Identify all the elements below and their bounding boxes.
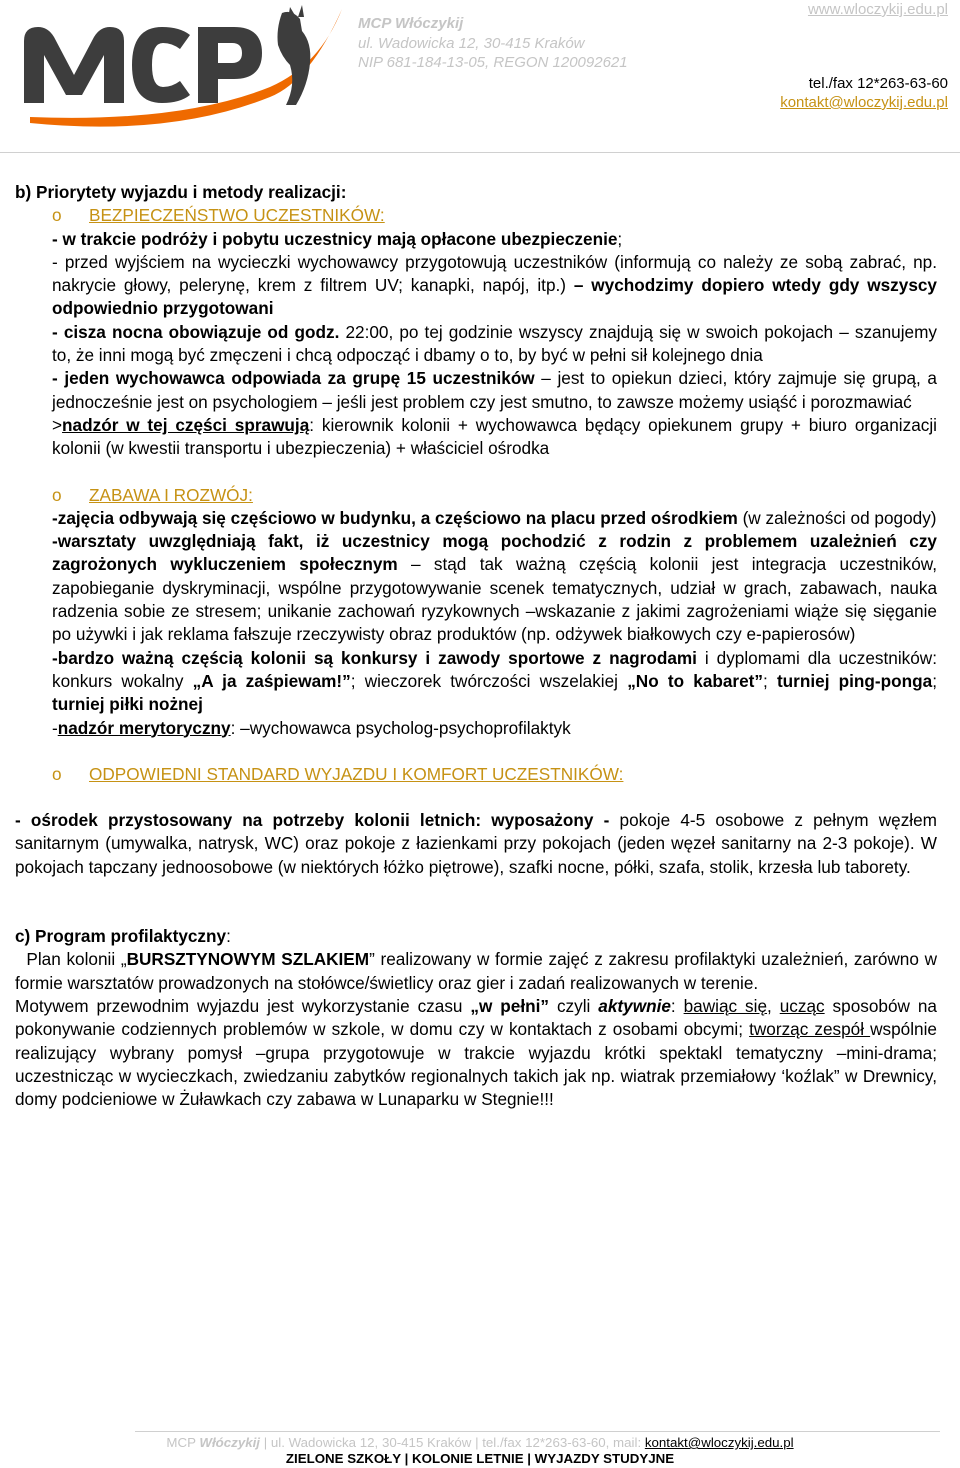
bullet-icon: o xyxy=(52,484,62,505)
safety-insurance: - w trakcie podróży i pobytu uczestnicy mają opłacone ubezpieczenie; xyxy=(52,228,623,249)
heading-fun: o ZABAWA I ROZWÓJ: xyxy=(15,484,937,507)
header-phone: tel./fax 12*263-63-60 xyxy=(808,74,948,92)
heading-standard: o ODPOWIEDNI STANDARD WYJAZDU I KOMFORT UCZESTNIKÓW: xyxy=(15,763,937,786)
program-plan: Plan kolonii „BURSZTYNOWYM SZLAKIEM” realizowany w formie zajęć z zakresu profilaktyki uzależnień, zarówno w formie warsztatów prowadzonych na stołówce/świetlicy oraz gier i zadań realizowanych w terenie. xyxy=(15,949,937,993)
header-org-name: MCP Włóczykij xyxy=(358,15,464,32)
section-c-title: c) Program profilaktyczny: xyxy=(15,926,231,947)
safety-quiet-hours: - cisza nocna obowiązuje od godz. 22:00, po tej godzinie wszyscy znajdują się w swoich pokojach – szanujemy to, że inni mogą być zmęczeni i chcą odpocząć i dbamy o to, by być w pełni sił kolejnego dnia xyxy=(52,321,938,366)
website-link[interactable]: www.wloczykij.edu.pl xyxy=(807,1,948,18)
company-logo xyxy=(20,5,345,135)
header-address: ul. Wadowicka 12, 30-415 Kraków xyxy=(358,34,585,52)
fun-activities: -zajęcia odbywają się częściowo w budynku, a częściowo na placu przed ośrodkiem (w zależności od pogody) xyxy=(52,507,937,528)
logo-graphic xyxy=(20,5,345,135)
footer-email-link[interactable]: kontakt@wloczykij.edu.pl xyxy=(644,1435,794,1450)
footer-offer: ZIELONE SZKOŁY | KOLONIE LETNIE | WYJAZDY STUDYJNE xyxy=(285,1451,675,1466)
email-link[interactable]: kontakt@wloczykij.edu.pl xyxy=(780,94,948,111)
header-divider xyxy=(0,152,960,153)
fun-workshops: -warsztaty uwzględniają fakt, iż uczestnicy mogą pochodzić z rodzin z problemem uzależnień czy zagrożonych wykluczeniem społecznym – stąd tak ważną częścią kolonii jest integracja uczestników, zapobieganie dyskryminacji, wspólne przygotowywanie scenek tematycznych, udział w grach, zabawach, nauka radzenia sobie ze stresem; unikanie zachowań ryzykownych –wskazanie z jakimi zagrożeniami wiąże się sięganie po używki i jak reklama fałszuje rzeczywisty obraz produktów (np. odżywek białkowych czy e-papierosów) xyxy=(52,531,937,645)
footer-contact: MCP Włóczykij | ul. Wadowicka 12, 30-415 Kraków | tel./fax 12*263-63-60, mail: kontakt@wloczykij.edu.pl xyxy=(166,1435,794,1450)
fun-supervision: -nadzór merytoryczny: –wychowawca psycholog-psychoprofilaktyk xyxy=(52,717,571,738)
safety-supervision: >nadzór w tej części sprawują: kierownik kolonii + wychowawca będący opiekunem grupy + biuro organizacji kolonii (w kwestii transportu i ubezpieczenia) + właściciel ośrodka xyxy=(52,414,937,459)
heading-safety: o BEZPIECZEŃSTWO UCZESTNIKÓW: xyxy=(15,204,937,227)
fun-contests: -bardzo ważną częścią kolonii są konkursy i zawody sportowe z nagrodami i dyplomami dla uczestników: konkurs wokalny „A ja zaśpiewam!”; wieczorek twórczości wszelakiej „No to kabaret”; turniej ping-ponga; turniej piłki nożnej xyxy=(52,647,937,715)
bullet-icon: o xyxy=(52,205,62,226)
bullet-icon: o xyxy=(52,763,62,784)
section-b-title: b) Priorytety wyjazdu i metody realizacji: xyxy=(15,182,347,202)
header-company-info xyxy=(358,14,628,73)
program-motive: Motywem przewodnim wyjazdu jest wykorzystanie czasu „w pełni” czyli aktywnie: bawiąc się, ucząc sposobów na pokonywanie codziennych problemów w szkole, w domu czy w kontaktach z osobami obcymi; tworząc zespół wspólnie realizujący wybrany pomysł –grupa przygotowuje w trakcie wyjazdu krótki spektakl tematyczny –mini-drama; uczestnicząc w wycieczkach, zwiedzaniu zabytków regionalnych takich jak np. wiatrak przemiałowy ‘koźlak” w Drewnicy, domy podcieniowe w Żuławkach czy zabawa w Lunaparku w Stegnie!!! xyxy=(15,995,937,1110)
footer-divider xyxy=(135,1431,940,1432)
standard-facility: - ośrodek przystosowany na potrzeby kolonii letnich: wyposażony - pokoje 4-5 osobowe z pełnym węzłem sanitarnym (umywalka, natrysk, WC) oraz pokoje z łazienkami przy pokojach (jeden węzeł sanitarny na 2-3 pokoje). W pokojach tapczany jednoosobowe (w niektórych łóżko piętrowe), szafki nocne, półki, szafa, stolik, krzesła lub taborety. xyxy=(15,810,937,877)
document-body xyxy=(15,181,937,1111)
header-contact xyxy=(780,0,948,113)
safety-preparation: - przed wyjściem na wycieczki wychowawcy przygotowują uczestników (informują co należy ze sobą zabrać, np. nakrycie głowy, pelerynę, krem z filtrem UV; kanapki, napój, itp.) – wychodzimy dopiero wtedy gdy wszyscy odpowiednio przygotowani xyxy=(52,251,937,319)
safety-tutor-ratio: - jeden wychowawca odpowiada za grupę 15 uczestników – jest to opiekun dzieci, który zajmuje się grupą, a jednocześnie jest on psychologiem – jeśli jest problem czy jest smutno, to zawsze możemy usiąść i porozmawiać xyxy=(52,368,937,412)
header-ids: NIP 681-184-13-05, REGON 120092621 xyxy=(358,54,628,71)
